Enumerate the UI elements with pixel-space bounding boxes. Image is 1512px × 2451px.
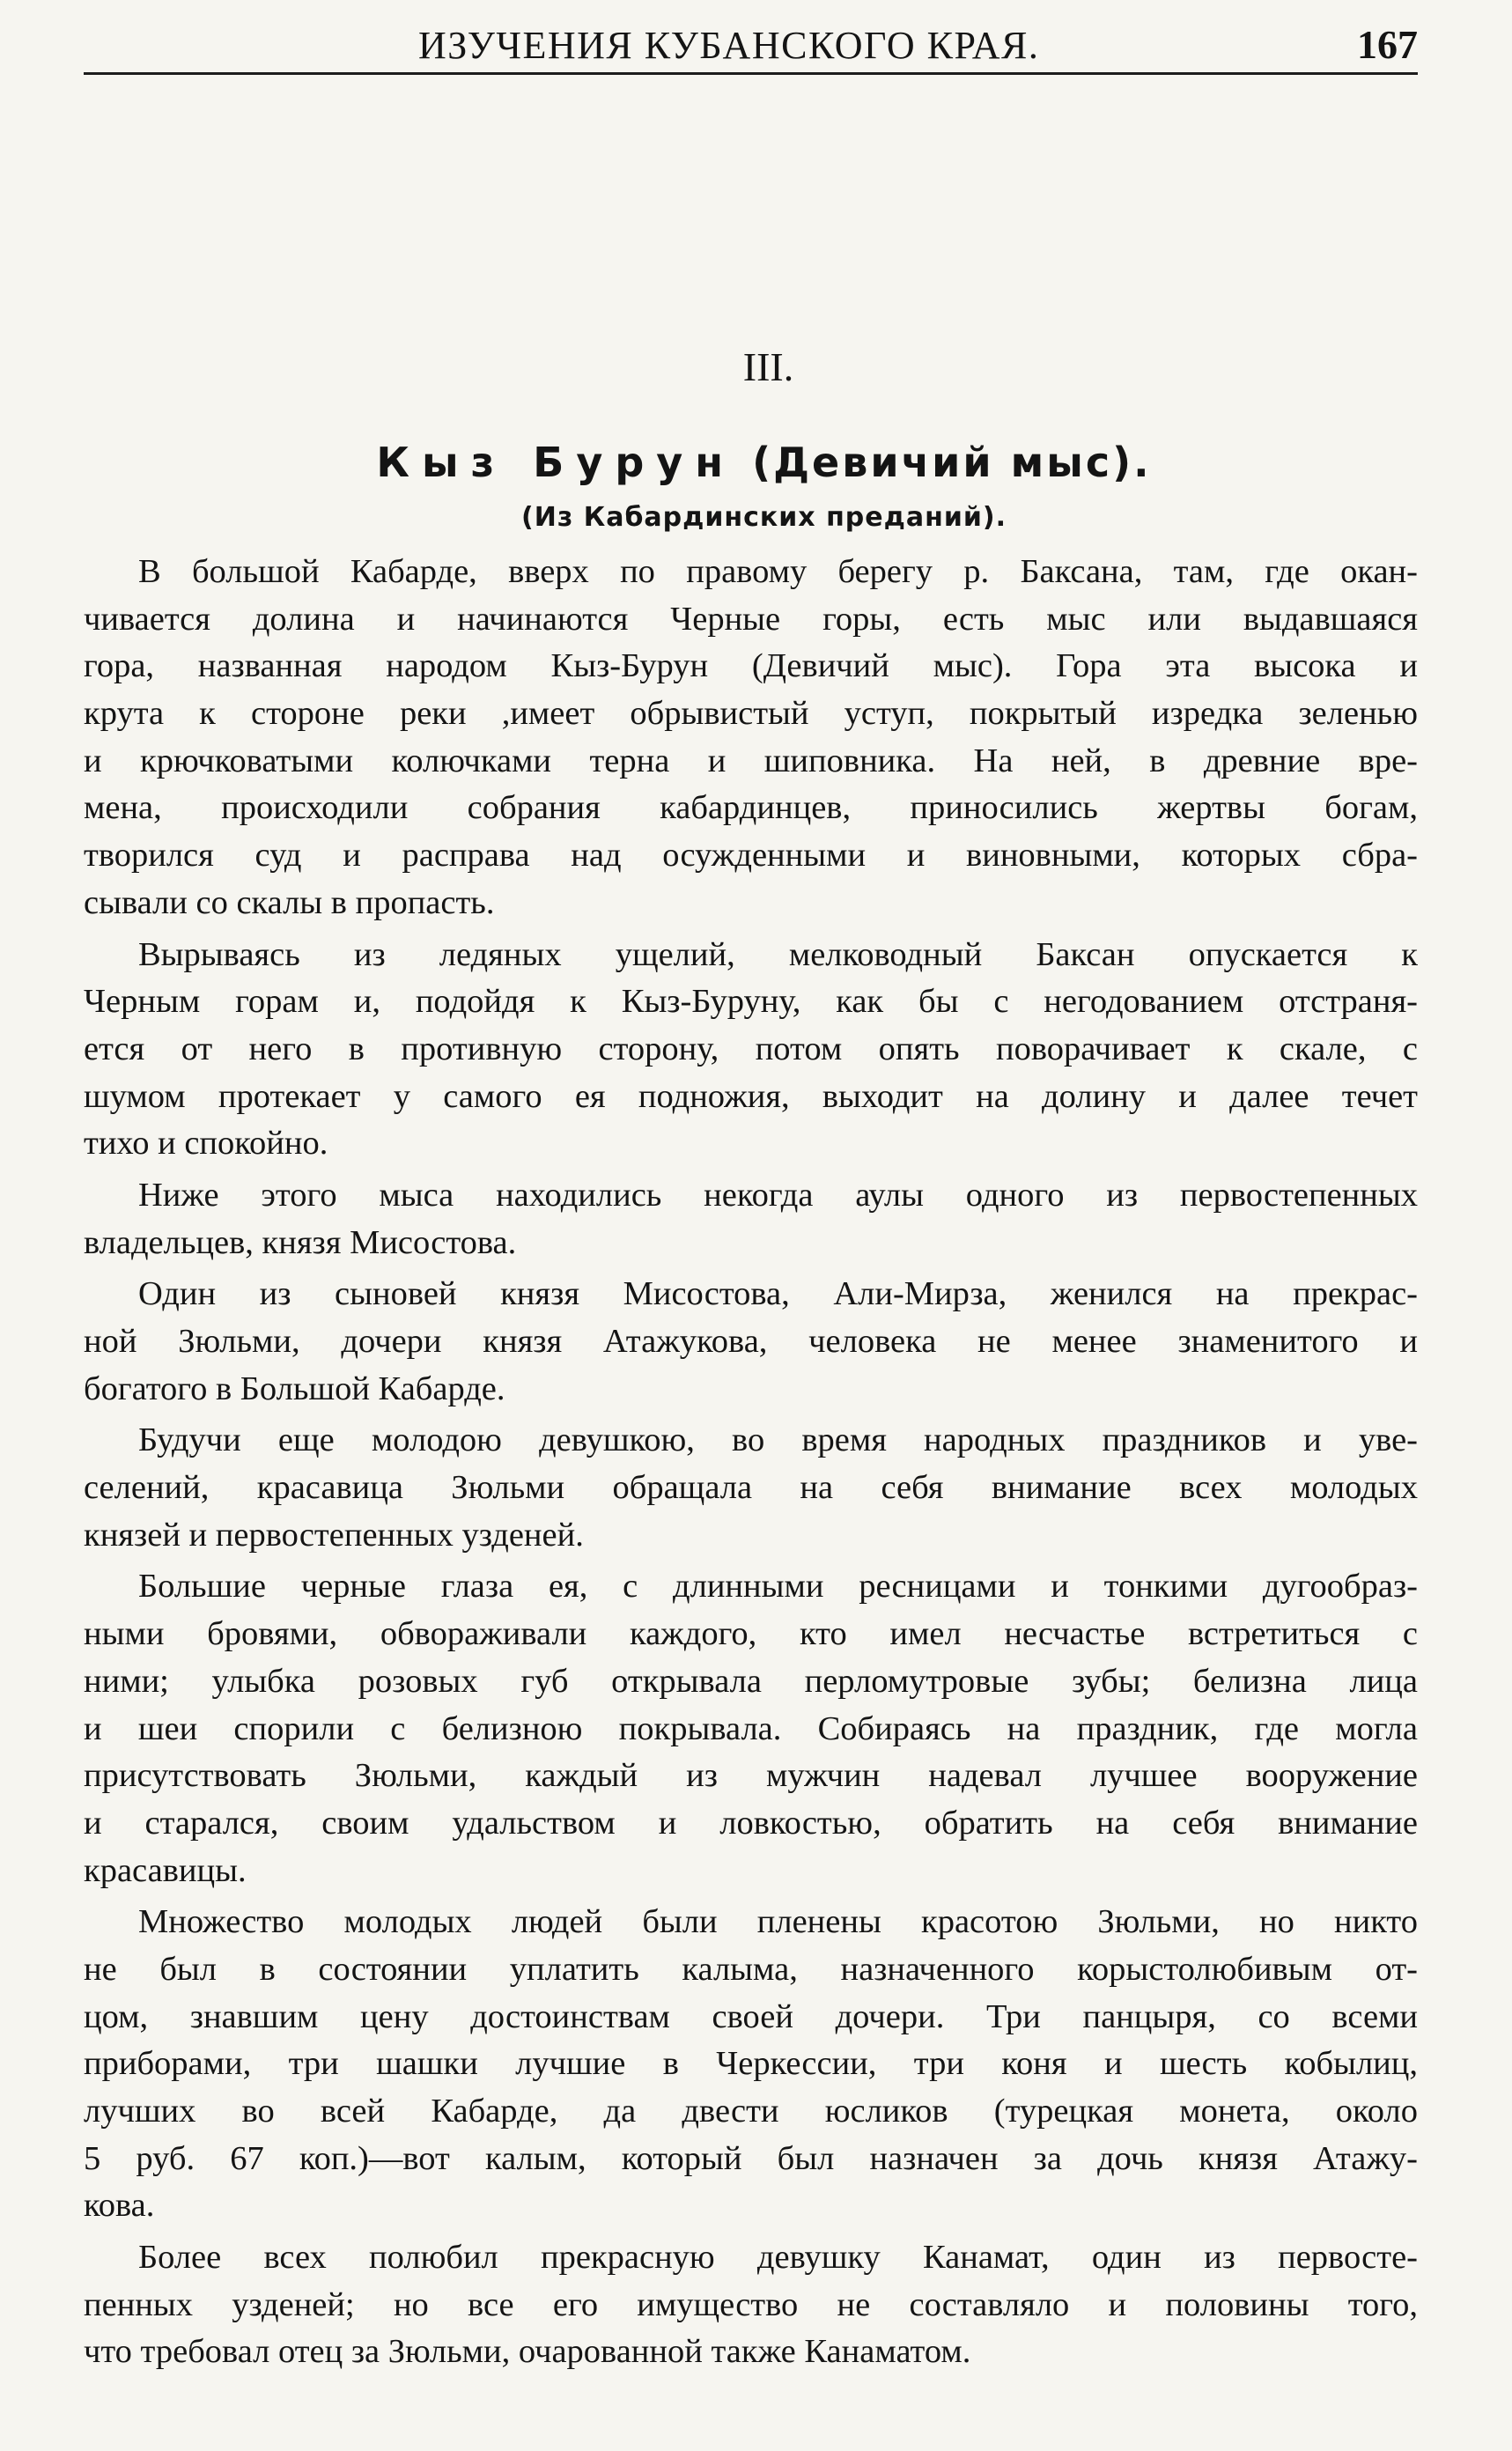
text-line: 5 руб. 67 коп.)—вот калым, который был назначен за дочь князя Атажу- bbox=[84, 2139, 1418, 2177]
text-line: чивается долина и начинаются Черные горы, есть мыс или выдавшаяся bbox=[84, 600, 1418, 638]
text-line: крута к стороне реки ,имеет обрывистый уступ, покрытый изредка зеленью bbox=[84, 695, 1418, 733]
running-title: ИЗУЧЕНИЯ КУБАНСКОГО КРАЯ. bbox=[418, 24, 1040, 67]
running-header bbox=[84, 19, 1418, 75]
text-line: ется от него в противную сторону, потом опять поворачивает к скале, с bbox=[84, 1030, 1418, 1067]
text-line: Будучи еще молодою девушкою, во время народных праздников и уве- bbox=[138, 1421, 1418, 1459]
text-line: Множество молодых людей были пленены красотою Зюльми, но никто bbox=[138, 1903, 1418, 1941]
text-line: цом, знавшим цену достоинствам своей дочери. Три панцыря, со всеми bbox=[84, 1997, 1418, 2035]
text-line: Один из сыновей князя Мисостова, Али-Мирза, женился на прекрас- bbox=[138, 1275, 1418, 1313]
body-text bbox=[84, 549, 1418, 2376]
paragraph bbox=[84, 1172, 1418, 1266]
text-line: красавицы. bbox=[84, 1851, 247, 1889]
chapter-title-main: Кыз Бурун bbox=[376, 439, 736, 486]
chapter-title bbox=[84, 434, 1418, 491]
text-line: сывали со скалы в пропасть. bbox=[84, 883, 495, 921]
text-line: Черным горам и, подойдя к Кыз-Буруну, как бы с негодованием отстраня- bbox=[84, 983, 1418, 1021]
section-number: III. bbox=[742, 344, 794, 389]
book-page bbox=[84, 19, 1418, 2381]
text-line: что требовал отец за Зюльми, очарованной также Канаматом. bbox=[84, 2333, 971, 2371]
text-line: шумом протекает у самого ея подножия, выходит на долину и далее течет bbox=[84, 1077, 1418, 1115]
text-line: присутствовать Зюльми, каждый из мужчин надевал лучшее вооружение bbox=[84, 1757, 1418, 1795]
text-line: ними; улыбка розовых губ открывала перломутровые зубы; белизна лица bbox=[84, 1662, 1418, 1700]
text-line: Более всех полюбил прекрасную девушку Канамат, один из первосте- bbox=[138, 2239, 1418, 2277]
text-line: ными бровями, обвораживали каждого, кто имел несчастье встретиться с bbox=[84, 1615, 1418, 1653]
paragraph bbox=[84, 1271, 1418, 1413]
chapter-title-rest: (Девичий мыс). bbox=[752, 439, 1152, 486]
text-line: селений, красавица Зюльми обращала на себя внимание всех молодых bbox=[84, 1469, 1418, 1507]
text-line: пенных узденей; но все его имущество не составляло и половины того, bbox=[84, 2285, 1418, 2323]
paragraph bbox=[84, 549, 1418, 927]
text-line: Ниже этого мыса находились некогда аулы одного из первостепенных bbox=[138, 1176, 1418, 1214]
text-line: богатого в Большой Кабарде. bbox=[84, 1369, 505, 1407]
text-line: мена, происходили собрания кабардинцев, приносились жертвы богам, bbox=[84, 789, 1418, 827]
text-line: и старался, своим удальством и ловкостью, обратить на себя внимание bbox=[84, 1804, 1418, 1842]
text-line: не был в состоянии уплатить калыма, назначенного корыстолюбивым от- bbox=[84, 1950, 1418, 1988]
paragraph bbox=[84, 1899, 1418, 2230]
text-line: кова. bbox=[84, 2187, 155, 2225]
text-line: Вырываясь из ледяных ущелий, мелководный Баксан опускается к bbox=[138, 935, 1418, 973]
text-line: ной Зюльми, дочери князя Атажукова, человека не менее знаменитого и bbox=[84, 1323, 1418, 1360]
paragraph bbox=[84, 932, 1418, 1168]
text-line: тихо и спокойно. bbox=[84, 1125, 328, 1163]
text-line: творился суд и расправа над осужденными и виновными, которых сбра- bbox=[84, 837, 1418, 875]
paragraph bbox=[84, 2234, 1418, 2376]
text-line: и крючковатыми колючками терна и шиповника. На ней, в древние вре- bbox=[84, 742, 1418, 779]
chapter-subtitle: (Из Кабардинских преданий). bbox=[521, 502, 1007, 533]
page-number: 167 bbox=[1357, 22, 1418, 67]
text-line: князей и первостепенных узденей. bbox=[84, 1516, 584, 1554]
paragraph bbox=[84, 1563, 1418, 1894]
text-line: лучших во всей Кабарде, да двести юсликов (турецкая монета, около bbox=[84, 2093, 1418, 2130]
text-line: и шеи спорили с белизною покрывала. Собираясь на праздник, где могла bbox=[84, 1709, 1418, 1747]
paragraph bbox=[84, 1417, 1418, 1559]
text-line: гора, названная народом Кыз-Бурун (Девичий мыс). Гора эта высока и bbox=[84, 647, 1418, 685]
text-line: В большой Кабарде, вверх по правому берегу р. Баксана, там, где окан- bbox=[138, 553, 1418, 590]
text-line: Большие черные глаза ея, с длинными ресницами и тонкими дугообраз- bbox=[138, 1568, 1418, 1606]
text-line: владельцев, князя Мисостова. bbox=[84, 1223, 517, 1261]
text-line: приборами, три шашки лучшие в Черкессии, три коня и шесть кобылиц, bbox=[84, 2045, 1418, 2083]
